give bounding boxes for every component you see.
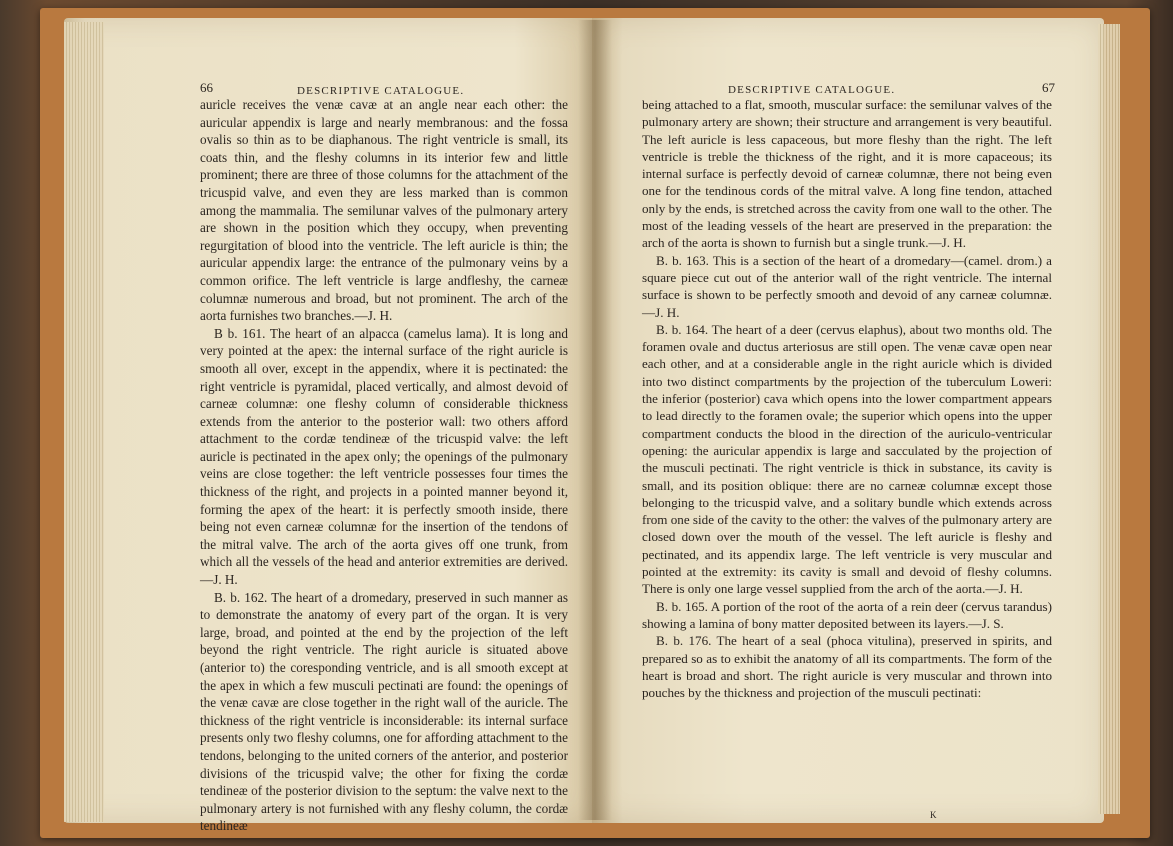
book-gutter [578,20,612,820]
right-page-text [642,96,1052,701]
right-paragraph-3: B. b. 164. The heart of a deer (cervus elaphus), about two months old. The foramen ovale and ductus arteriosus are still open. The venæ cavæ open near each other, and at a considerable angle in the right auricle which is divided into two distinct compartments by the projection of the tuberculum Loweri: the inferior (posterior) cava which opens into the lower compartment appears to lead directly to the foramen ovale; the superior which opens into the upper compartment conducts the blood in the direction of the auriculo-ventricular opening: the auricular appendix is large and sacculated by the projection of the musculi pectinati. The right ventricle is thick in substance, its cavity is small, and its position oblique: there are no carneæ columnæ except those belonging to the tricuspid valve, and a solitary bundle which extends across from one side of the cavity to the other: the valves of the pulmonary artery are closed down over the mouth of the vessel. The left auricle is fleshy and pectinated, and its appendix large. The left ventricle is very muscular and pointed at the extremity: its cavity is small and devoid of fleshy columns. There is only one large vessel supplied from the arch of the aorta.—J. H. [642,321,1052,597]
right-page-number: 67 [1042,80,1055,95]
left-paragraph-2: B b. 161. The heart of an alpacca (camelus lama). It is long and very pointed at the apex: the internal surface of the right auricle is smooth all over, except in the appendix, where it is pectinated: the right ventricle is pyramidal, placed vertically, and almost devoid of carneæ columnæ: one fleshy column of considerable thickness extends from the anterior to the posterior wall: two others afford attachment to the cordæ tendineæ of the tricuspid valve: the left auricle is pectinated in the apex only; the openings of the pulmonary veins are close together: the left ventricle possesses four times the thickness of the right, and projects in a pointed manner beyond it, forming the apex of the heart: it is perfectly smooth inside, there being not even carneæ columnæ for the insertion of the tendons of the mitral valve. The arch of the aorta gives off one trunk, from which all the vessels of the head and anterior extremities are derived.—J. H. [200,325,568,588]
left-paragraph-3: B. b. 162. The heart of a dromedary, preserved in such manner as to demonstrate the anatomy of every part of the organ. It is very large, broad, and pointed at the end by the projection of the left beyond the right ventricle. The right auricle is situated above (anterior to) the coresponding ventricle, and is all smooth except at the apex in which a few musculi pectinati are found: the openings of the venæ cavæ are close together in the right wall of the auricle. The thickness of the right ventricle is inconsiderable: its internal surface presents only two fleshy columns, one for affording attachment to the tendons, belonging to the united corners of the anterior, and posterior divisions of the tricuspid valve; the other for fixing the cordæ tendineæ of the posterior division to the septum: the valve next to the pulmonary artery is not furnished with any fleshy column, the cordæ tendineæ [200,589,568,834]
right-paragraph-5: B. b. 176. The heart of a seal (phoca vitulina), preserved in spirits, and prepared so as to exhibit the anatomy of all its compartments. The form of the heart is broad and short. The right auricle is very muscular and thrown into pouches by the thickness and projection of the musculi pectinati: [642,633,1052,701]
left-running-head: DESCRIPTIVE CATALOGUE. [297,85,465,97]
right-paragraph-2: B. b. 163. This is a section of the heart of a dromedary—(camel. drom.) a square piece cut out of the anterior wall of the right ventricle. The internal surface is shown to be perfectly smooth and devoid of any carneæ columnæ.—J. H. [642,252,1052,320]
left-page-text [200,96,568,835]
left-page-number: 66 [200,80,213,95]
left-paragraph-1: auricle receives the venæ cavæ at an angle near each other: the auricular appendix is large and nearly membranous: and the fossa ovalis so thin as to be diaphanous. The right ventricle is small, its coats thin, and the fleshy columns in its interior few and little prominent; there are three of those columns for the attachment of the tricuspid valve, and even they are less marked than is common among the mammalia. The semilunar valves of the pulmonary artery are shown in the position which they occupy, when preventing regurgitation of blood into the ventricle. The left auricle is thin; the auricular appendix large: the entrance of the pulmonary veins by a common orifice. The left ventricle is large andfleshy, the carneæ columnæ numerous and broad, but not prominent. The arch of the aorta furnishes two branches.—J. H. [200,97,568,324]
signature-mark: K [930,810,937,820]
right-running-head: DESCRIPTIVE CATALOGUE. [728,84,896,96]
right-page-edges [1098,24,1120,814]
right-paragraph-1: being attached to a flat, smooth, muscular surface: the semilunar valves of the pulmonary artery are shown; their structure and arrangement is very beautiful. The left auricle is less capaceous, but more fleshy than the right. The left ventricle is treble the thickness of the right, and it is more capaceous; its internal surface is perfectly devoid of carneæ columnæ, there not being even one for the tendinous cords of the mitral valve. A long fine tendon, attached only by the ends, is stretched across the cavity from one wall to the other. The most of the leading vessels of the heart are preserved in the preparation: the arch of the aorta is shown to furnish but a single trunk.—J. H. [642,97,1052,251]
right-paragraph-4: B. b. 165. A portion of the root of the aorta of a rein deer (cervus tarandus) showing a lamina of bony matter deposited between its layers.—J. S. [642,598,1052,631]
left-page-edges [64,22,104,822]
